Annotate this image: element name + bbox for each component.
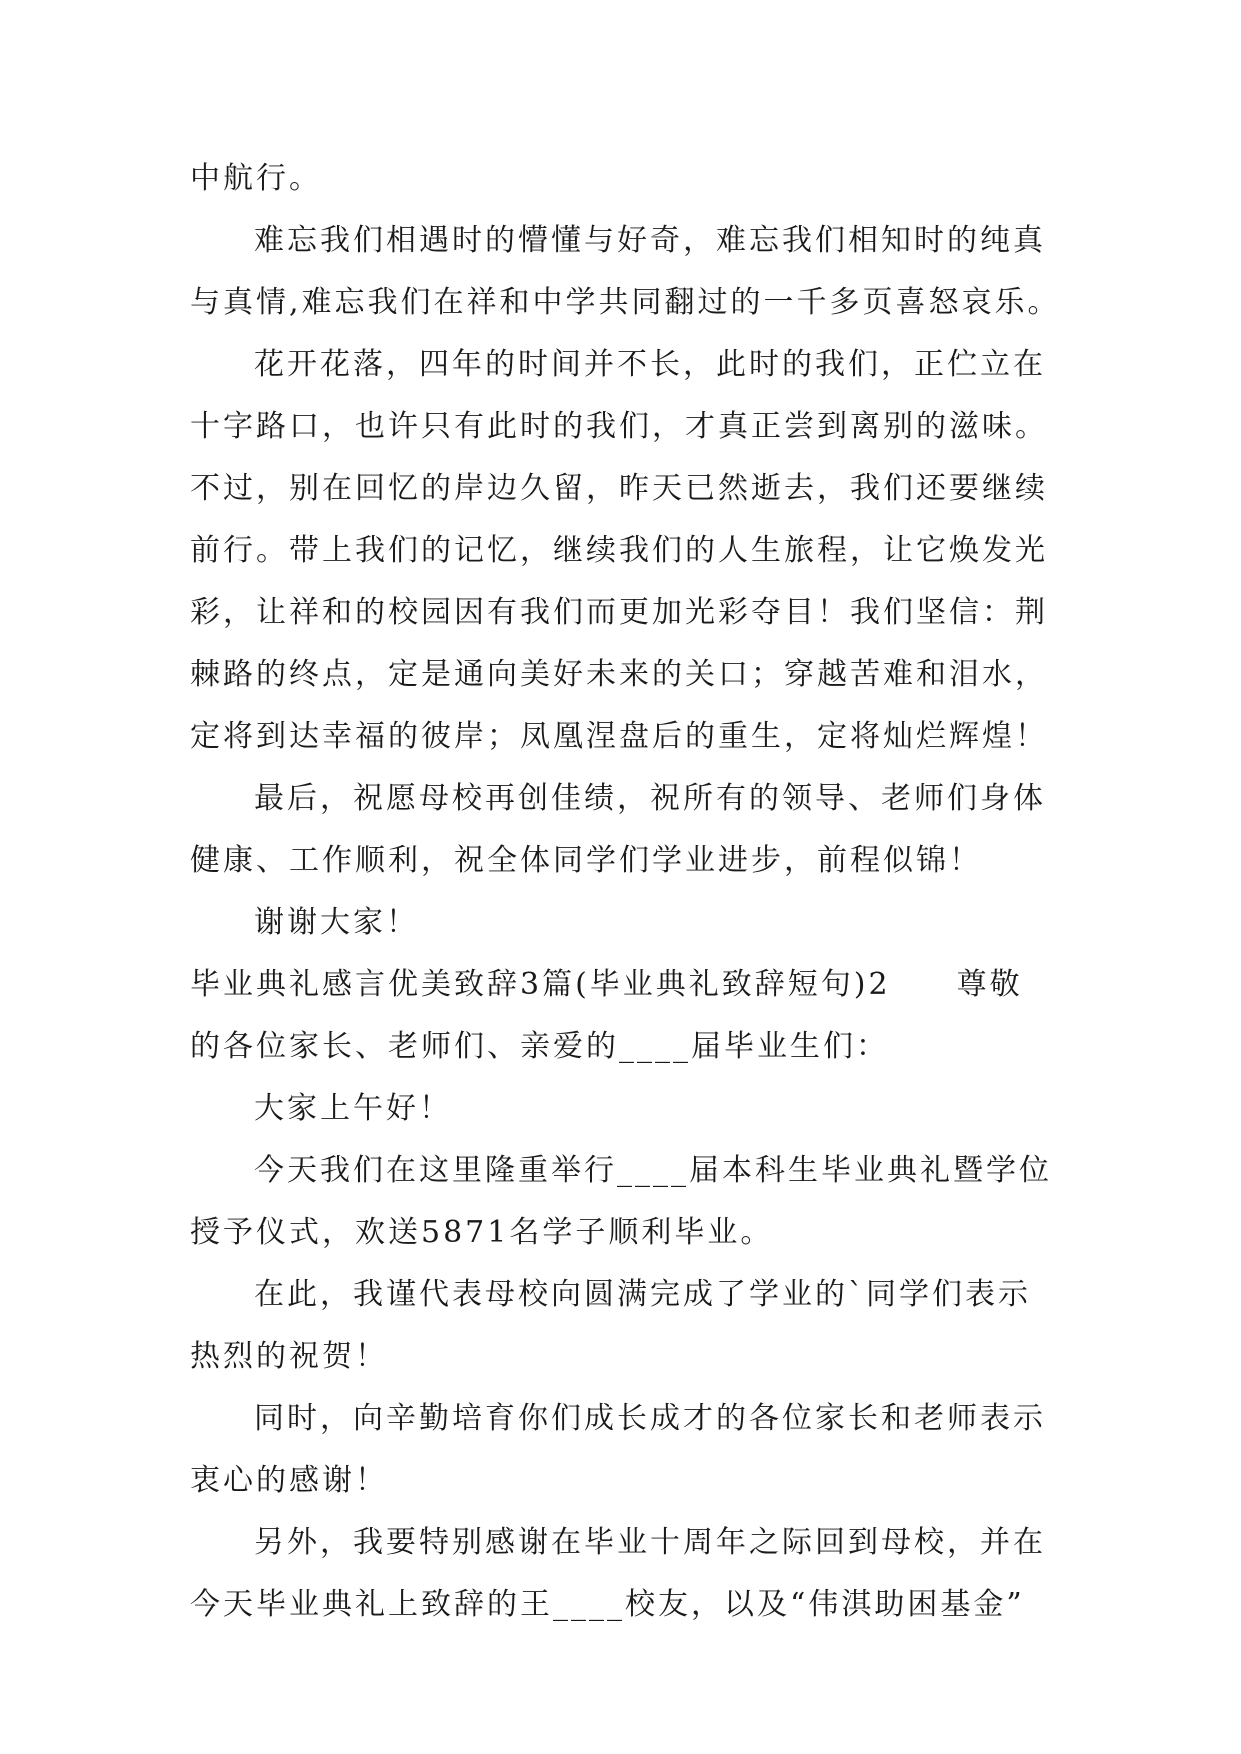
text-line: 热烈的祝贺！ [190,1339,388,1374]
text-line: 谢谢大家！ [254,905,419,940]
text-line: 衷心的感谢！ [190,1463,388,1498]
text-line: 与真情,难忘我们在祥和中学共同翻过的一千多页喜怒哀乐。 [190,285,1061,320]
text-line: 授予仪式，欢送5871名学子顺利毕业。 [190,1215,774,1250]
text-line: 健康、工作顺利，祝全体同学们学业进步，前程似锦！ [190,843,982,878]
text-line: 不过，别在回忆的岸边久留，昨天已然逝去，我们还要继续 [190,471,1048,506]
text-line: 彩，让祥和的校园因有我们而更加光彩夺目！我们坚信：荆 [190,595,1048,630]
text-line: 最后，祝愿母校再创佳绩，祝所有的领导、老师们身体 [254,781,1046,816]
text-line: 十字路口，也许只有此时的我们，才真正尝到离别的滋味。 [190,409,1048,444]
text-line: 在此，我谨代表母校向圆满完成了学业的`同学们表示 [254,1277,1031,1312]
text-line: 棘路的终点，定是通向美好未来的关口；穿越苦难和泪水， [190,657,1048,692]
text-line: 今天毕业典礼上致辞的王____校友，以及“伟淇助困基金” [190,1587,1025,1622]
document-body [190,148,1070,1636]
section-heading-line: 毕业典礼感言优美致辞3篇(毕业典礼致辞短句)2 尊敬 [190,967,1023,1002]
text-line: 今天我们在这里隆重举行____届本科生毕业典礼暨学位 [254,1153,1052,1188]
text-line: 难忘我们相遇时的懵懂与好奇，难忘我们相知时的纯真 [254,223,1046,258]
text-line: 大家上午好！ [254,1091,452,1126]
text-line: 另外，我要特别感谢在毕业十周年之际回到母校，并在 [254,1525,1046,1560]
text-line: 同时，向辛勤培育你们成长成才的各位家长和老师表示 [254,1401,1046,1436]
text-line: 定将到达幸福的彼岸；凤凰涅盘后的重生，定将灿烂辉煌！ [190,719,1048,754]
text-line: 前行。带上我们的记忆，继续我们的人生旅程，让它焕发光 [190,533,1048,568]
text-line: 的各位家长、老师们、亲爱的____届毕业生们： [190,1029,889,1064]
text-line: 中航行。 [190,161,322,196]
text-line: 花开花落，四年的时间并不长，此时的我们，正伫立在 [254,347,1046,382]
